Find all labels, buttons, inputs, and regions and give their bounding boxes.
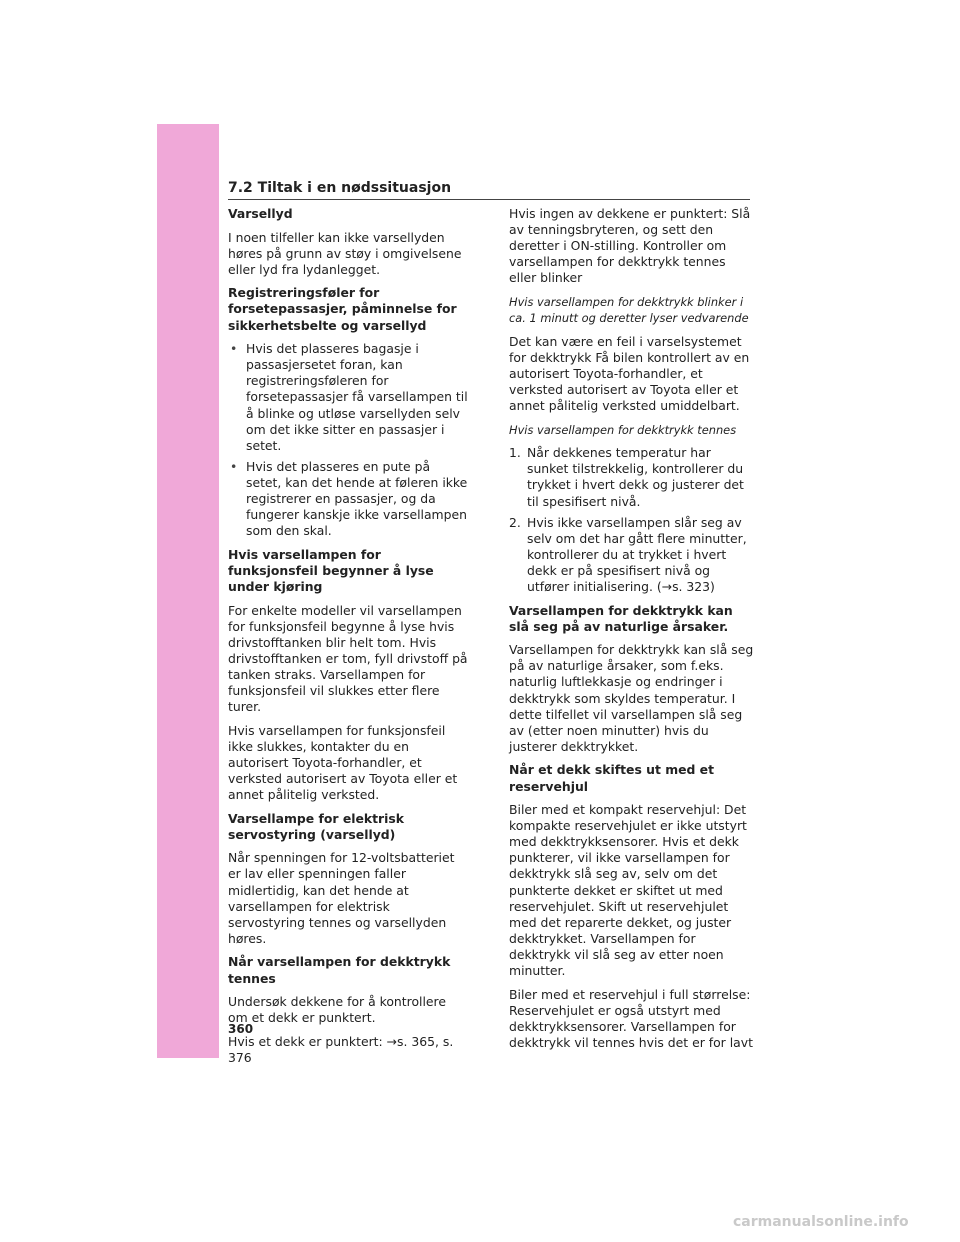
paragraph: For enkelte modeller vil varsellampen for funksjonsfeil begynne å lyse hvis drivstofftanken blir helt tom. Hvis drivstofftanken er tom, fyll drivstoff på tanken straks. Varsellampen for funksjonsfeil vil slukkes etter flere turer. <box>228 602 468 715</box>
heading-malfunction-lamp: Hvis varsellampen for funksjonsfeil begynner å lyse under kjøring <box>228 546 434 594</box>
heading-varsellyd: Varsellyd <box>228 206 293 221</box>
paragraph: I noen tilfeller kan ikke varsellyden høres på grunn av støy i omgivelsene eller lyd fra lydanlegget. <box>228 229 462 277</box>
bullet-list <box>228 341 468 539</box>
heading-spare-wheel: Når et dekk skiftes ut med et reservehjul <box>509 762 715 794</box>
heading-tire-pressure-lamp: Når varsellampen for dekktrykk tennes <box>228 954 451 986</box>
paragraph: Hvis ingen av dekkene er punktert: Slå av tenningsbryteren, og sett den deretter i ON-stilling. Kontroller om varsellampen for dekktrykk tennes eller blinker <box>509 206 751 286</box>
paragraph: Hvis varsellampen for funksjonsfeil ikke slukkes, kontakter du en autorisert Toyota-forhandler, et verksted autorisert av Toyota eller et annet pålitelig verksted. <box>228 722 458 803</box>
paragraph: Undersøk dekkene for å kontrollere om et dekk er punktert. <box>228 994 446 1026</box>
paragraph: Biler med et kompakt reservehjul: Det kompakte reservehjulet er ikke utstyrt med dekktrykksensorer. Hvis et dekk punkterer, vil ikke varsellampen for dekktrykk slå seg av, selv om det punkterte dekket er skiftet ut med reservehjulet. Skift ut reservehjulet med det reparerte dekket, og juster dekktrykket. Varsellampen for dekktrykk vil slå seg av etter noen minutter. <box>509 802 747 979</box>
subheading-lamp-on: Hvis varsellampen for dekktrykk tennes <box>509 422 737 437</box>
paragraph: Biler med et reservehjul i full størrelse: Reservehjulet er også utstyrt med dekktrykksensorer. Varsellampen for dekktrykk vil tennes hvis det er for lavt <box>509 986 753 1050</box>
heading-power-steering: Varsellampe for elektrisk servostyring (varsellyd) <box>228 810 405 842</box>
list-item <box>509 515 755 595</box>
paragraph: Det kan være en feil i varselsystemet for dekktrykk Få bilen kontrollert av en autorisert Toyota-forhandler, et verksted autorisert av Toyota eller et annet pålitelig verksted umiddelbart. <box>509 333 750 414</box>
paragraph: Varsellampen for dekktrykk kan slå seg på av naturlige årsaker, som f.eks. naturlig luftlekkasje og endringer i dekktrykk som skyldes temperatur. I dette tilfellet vil varsellampen slå seg av (etter noen minutter) hvis du justerer dekktrykket. <box>509 642 754 754</box>
step-number: 2. <box>509 514 521 530</box>
step-number: 1. <box>509 445 521 461</box>
paragraph-page-reference: Hvis et dekk er punktert: →s. 365, s. 376 <box>228 1033 454 1065</box>
watermark: carmanualsonline.info <box>733 1214 909 1230</box>
paragraph: Når spenningen for 12-voltsbatteriet er lav eller spenningen faller midlertidig, kan det hende at varsellampen for elektrisk servostyring tennes og varsellyden høres. <box>228 850 455 946</box>
list-item: • Hvis det plasseres en pute på setet, kan det hende at føleren ikke registrerer en passasjer, og da fungerer kanskje ikke varsellampen som den skal. <box>228 459 468 539</box>
step-text: Når dekkenes temperatur har sunket tilstrekkelig, kontrollerer du trykket i hvert dekk og justerer det til spesifisert nivå. <box>527 445 744 509</box>
page-number: 360 <box>228 1022 254 1036</box>
section-header: 7.2 Tiltak i en nødssituasjon <box>228 180 452 196</box>
heading-natural-causes: Varsellampen for dekktrykk kan slå seg på av naturlige årsaker. <box>509 602 733 634</box>
list-item: • Hvis det plasseres bagasje i passasjersetet foran, kan registreringsføleren for forsetepassasjer få varsellampen til å blinke og utløse varsellyden selv om det ikke sitter en passasjer i setet. <box>228 341 468 454</box>
list-item <box>509 445 755 509</box>
left-column <box>228 206 468 1074</box>
subheading-blinking-lamp: Hvis varsellampen for dekktrykk blinker i ca. 1 minutt og deretter lyser vedvarende <box>509 294 749 326</box>
step-text: Hvis ikke varsellampen slår seg av selv om det har gått flere minutter, kontrollerer du at trykket i hvert dekk er på spesifisert nivå og utfører initialisering. (→s. 323) <box>527 514 747 594</box>
numbered-list <box>509 445 755 595</box>
header-rule <box>228 199 750 200</box>
heading-passenger-sensor: Registreringsføler for forsetepassasjer, påminnelse for sikkerhetsbelte og varsellyd <box>228 285 457 333</box>
right-column <box>509 206 755 1059</box>
chapter-tab-band <box>157 124 219 1058</box>
